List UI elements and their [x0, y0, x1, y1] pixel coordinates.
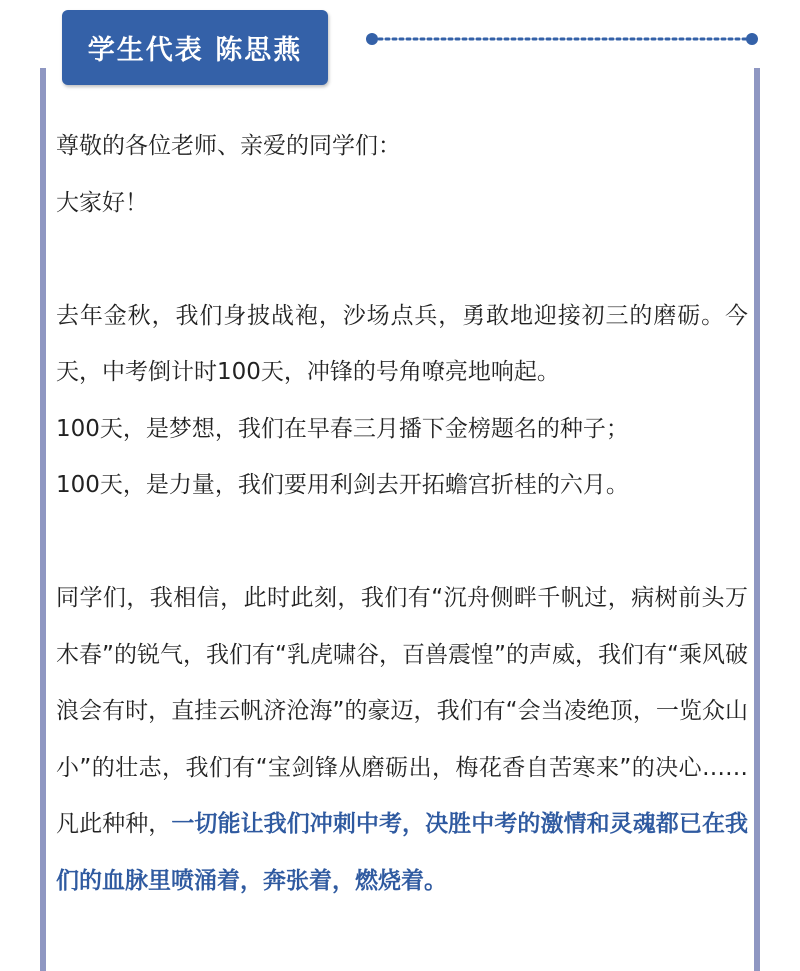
- speech-content: [56, 118, 748, 909]
- paragraph-autumn: 去年金秋，我们身披战袍，沙场点兵，勇敢地迎接初三的磨砺。今天，中考倒计时100天，冲锋的号角嘹亮地响起。: [56, 302, 748, 385]
- dot-left-icon: [366, 33, 378, 45]
- line-dream: 100天，是梦想，我们在早春三月播下金榜题名的种子；: [56, 415, 629, 442]
- paragraph-belief: [56, 570, 748, 909]
- line-power: 100天，是力量，我们要用利剑去开拓蟾宫折桂的六月。: [56, 472, 629, 498]
- paragraph-gap: [56, 231, 748, 288]
- paragraph-belief-emphasis: 一切能让我们冲刺中考，决胜中考的激情和灵魂都已在我们的血脉里喷涌着，奔张着，燃烧着。: [56, 811, 749, 894]
- speaker-title: 学生代表 陈思燕: [87, 35, 303, 66]
- speaker-title-box: [62, 10, 328, 85]
- greeting-line: 尊敬的各位老师、亲爱的同学们：: [56, 133, 401, 159]
- paragraph-gap: [56, 514, 748, 571]
- frame-left-border: [40, 68, 46, 971]
- paragraph-belief-text: 同学们，我相信，此时此刻，我们有“沉舟侧畔千帆过，病树前头万木春”的锐气，我们有“乳虎啸谷，百兽震惶”的声威，我们有“乘风破浪会有时，直挂云帆济沧海”的豪迈，我们有“会当凌绝顶，一览众山小”的壮志，我们有“宝剑锋从磨砺出，梅花香自苦寒来”的决心……凡此种种，: [56, 585, 748, 837]
- dot-right-icon: [746, 33, 758, 45]
- dotted-line-decoration: [364, 29, 760, 49]
- hello-line: 大家好！: [56, 189, 148, 216]
- frame-right-border: [754, 68, 760, 971]
